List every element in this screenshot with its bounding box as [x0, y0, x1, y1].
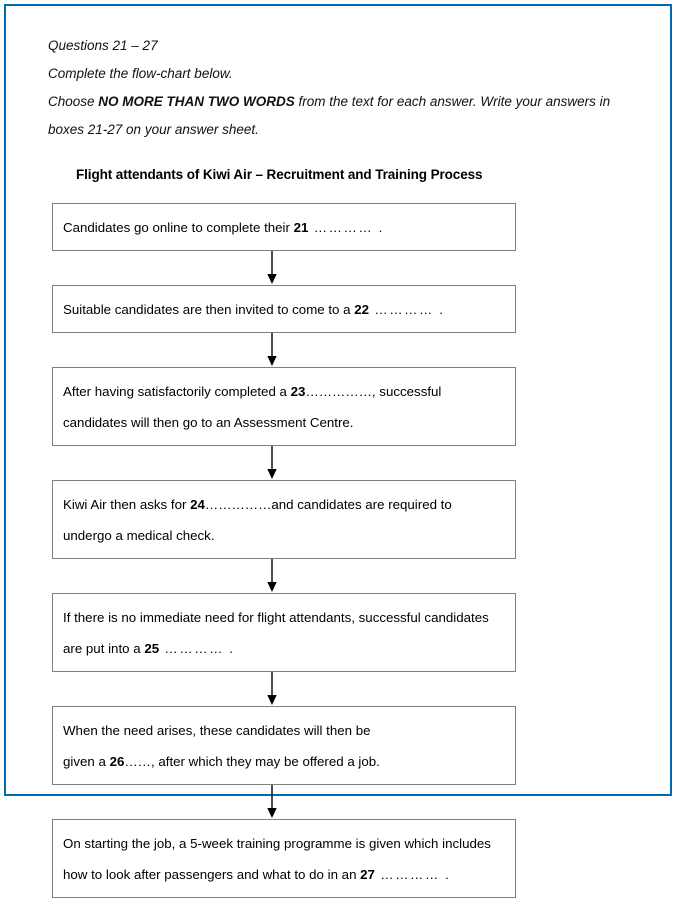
question-number: 25	[144, 641, 160, 656]
flowchart-step-22	[52, 285, 516, 333]
questions-range-text: Questions 21 – 27	[48, 38, 158, 53]
step-text: If there is no immediate need for flight attendants, successful candidates	[63, 610, 489, 625]
step-text: candidates will then go to an Assessment Centre.	[63, 415, 354, 430]
flowchart-step-25	[52, 593, 516, 672]
question-number: 26	[109, 754, 125, 769]
flowchart-step-line	[63, 407, 505, 438]
step-text: On starting the job, a 5-week training programme is given which includes	[63, 836, 491, 851]
answer-boxes-text: boxes 21-27 on your answer sheet.	[48, 122, 259, 137]
rule-text-before: Choose	[48, 94, 99, 109]
task-text: Complete the flow-chart below.	[48, 66, 233, 81]
step-text: are put into a	[63, 641, 145, 656]
flowchart-step-line	[63, 828, 505, 859]
arrow-down-icon	[263, 559, 281, 593]
flow-arrow	[52, 333, 516, 367]
step-text: Kiwi Air then asks for	[63, 497, 191, 512]
answer-blank: ……………and candidates are required to	[204, 497, 452, 512]
flow-arrow	[52, 446, 516, 480]
flow-arrow	[52, 785, 516, 819]
flowchart-step-line	[63, 602, 505, 633]
answer-blank: ………… .	[374, 867, 451, 882]
answer-blank: ……, after which they may be offered a job.	[124, 754, 380, 769]
flowchart-step-line	[63, 489, 505, 520]
question-number: 21	[293, 220, 309, 235]
instruction-line-task	[48, 60, 632, 88]
instruction-line-questions	[48, 32, 632, 60]
instruction-line-boxes	[48, 116, 632, 144]
instructions-block	[48, 32, 632, 144]
rule-text-after: from the text for each answer. Write your answers in	[294, 94, 611, 109]
page-content	[48, 32, 632, 898]
question-number: 27	[360, 867, 375, 882]
question-number: 23	[290, 384, 306, 399]
question-number: 24	[190, 497, 205, 512]
step-text: Suitable candidates are then invited to come to a	[63, 302, 355, 317]
answer-blank: ……………, successful	[305, 384, 442, 399]
flowchart-step-line	[63, 212, 505, 243]
instruction-line-rule	[48, 88, 632, 116]
flowchart	[52, 203, 516, 898]
flowchart-step-line	[63, 633, 505, 664]
flowchart-step-27	[52, 819, 516, 898]
flowchart-step-24	[52, 480, 516, 559]
flow-arrow	[52, 559, 516, 593]
rule-emphasis: NO MORE THAN TWO WORDS	[98, 94, 295, 109]
step-text: When the need arises, these candidates will then be	[63, 723, 371, 738]
arrow-down-icon	[263, 333, 281, 367]
flowchart-step-line	[63, 520, 505, 551]
flowchart-step-line	[63, 376, 505, 407]
step-text: undergo a medical check.	[63, 528, 215, 543]
answer-blank: ………… .	[308, 220, 384, 235]
flowchart-step-21	[52, 203, 516, 251]
flowchart-step-line	[63, 715, 505, 746]
flowchart-step-line	[63, 294, 505, 325]
answer-blank: ………… .	[159, 641, 235, 656]
flowchart-step-23	[52, 367, 516, 446]
arrow-down-icon	[263, 672, 281, 706]
flowchart-step-line	[63, 859, 505, 890]
question-number: 22	[354, 302, 370, 317]
flow-arrow	[52, 251, 516, 285]
flowchart-step-26	[52, 706, 516, 785]
flowchart-step-line	[63, 746, 505, 777]
arrow-down-icon	[263, 251, 281, 285]
step-text: Candidates go online to complete their	[63, 220, 294, 235]
flow-arrow	[52, 672, 516, 706]
step-text: given a	[63, 754, 110, 769]
step-text: After having satisfactorily completed a	[63, 384, 291, 399]
document-page	[4, 4, 672, 882]
flowchart-title: Flight attendants of Kiwi Air – Recruitment and Training Process	[76, 167, 483, 182]
arrow-down-icon	[263, 446, 281, 480]
arrow-down-icon	[263, 785, 281, 819]
step-text: how to look after passengers and what to do in an	[63, 867, 361, 882]
answer-blank: ………… .	[369, 302, 445, 317]
